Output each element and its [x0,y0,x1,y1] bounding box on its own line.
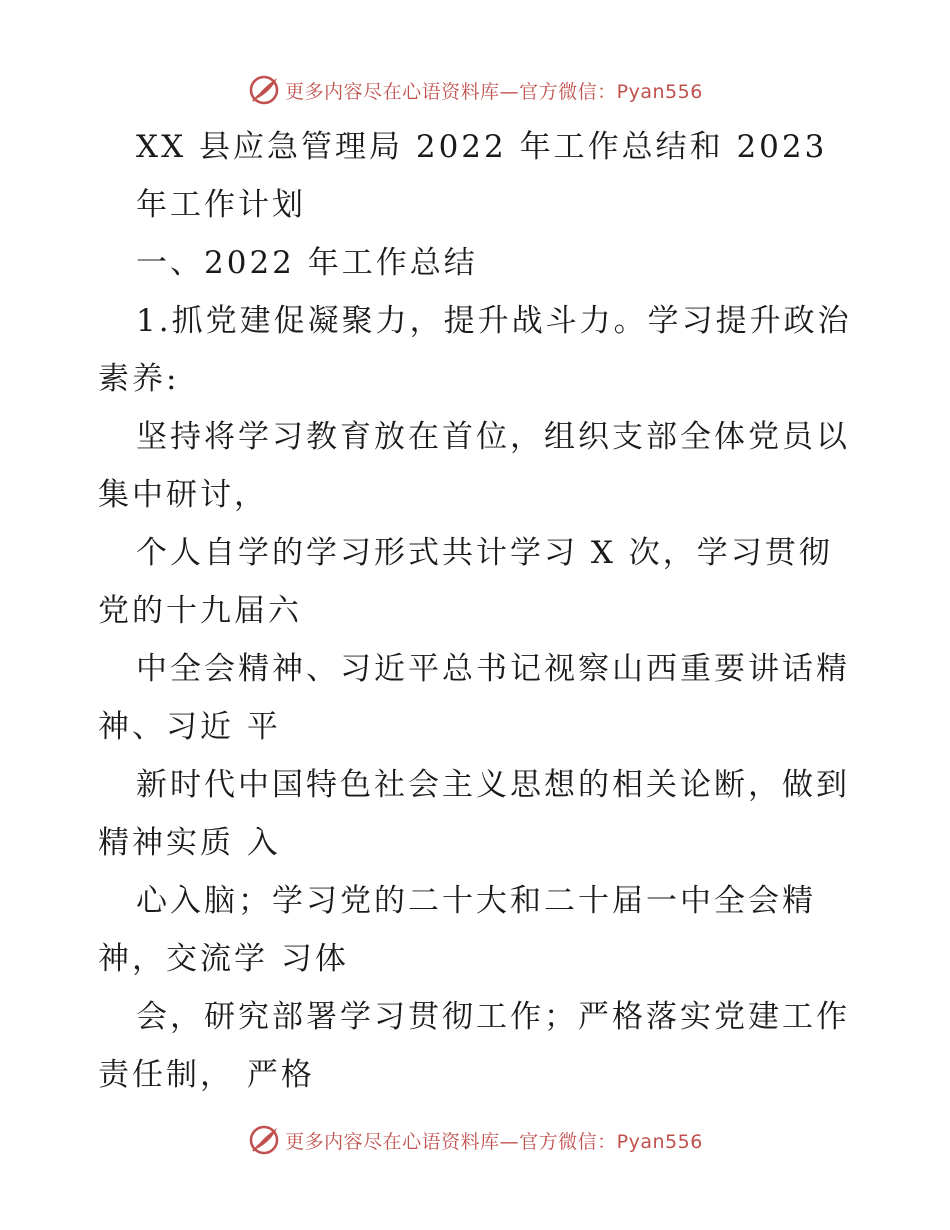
document-line: 责任制， 严格 [98,1057,315,1093]
document-line: 精神实质 入 [98,825,281,861]
document-line: 年工作计划 [136,187,306,223]
quill-logo-icon [247,1123,281,1157]
watermark-text: 更多内容尽在心语资料库—官方微信：Pyan556 [285,80,703,103]
watermark-banner-top [0,68,950,112]
document-line: 一、2022 年工作总结 [136,245,478,281]
document-line: 心入脑；学习党的二十大和二十届一中全会精 [136,883,816,919]
document-line: 神，交流学 习体 [98,941,349,977]
document-line: 集中研讨， [98,477,268,513]
document-line: 坚持将学习教育放在首位，组织支部全体党员以 [136,419,850,455]
document-line: 素养: [98,361,180,397]
document-line: 会，研究部署学习贯彻工作；严格落实党建工作 [136,999,850,1035]
document-line: 新时代中国特色社会主义思想的相关论断，做到 [136,767,850,803]
document-line: 党的十九届六 [98,593,302,629]
watermark-text: 更多内容尽在心语资料库—官方微信：Pyan556 [285,1130,703,1153]
document-line: 神、习近 平 [98,709,281,745]
watermark-banner-bottom [0,1118,950,1162]
document-line: 个人自学的学习形式共计学习 X 次，学习贯彻 [136,535,833,571]
quill-logo-icon [247,73,281,107]
document-line: 1.抓党建促凝聚力，提升战斗力。学习提升政治 [136,303,852,339]
document-line: XX 县应急管理局 2022 年工作总结和 2023 [136,129,828,165]
document-line: 中全会精神、习近平总书记视察山西重要讲话精 [136,651,850,687]
document-body [98,118,858,1104]
